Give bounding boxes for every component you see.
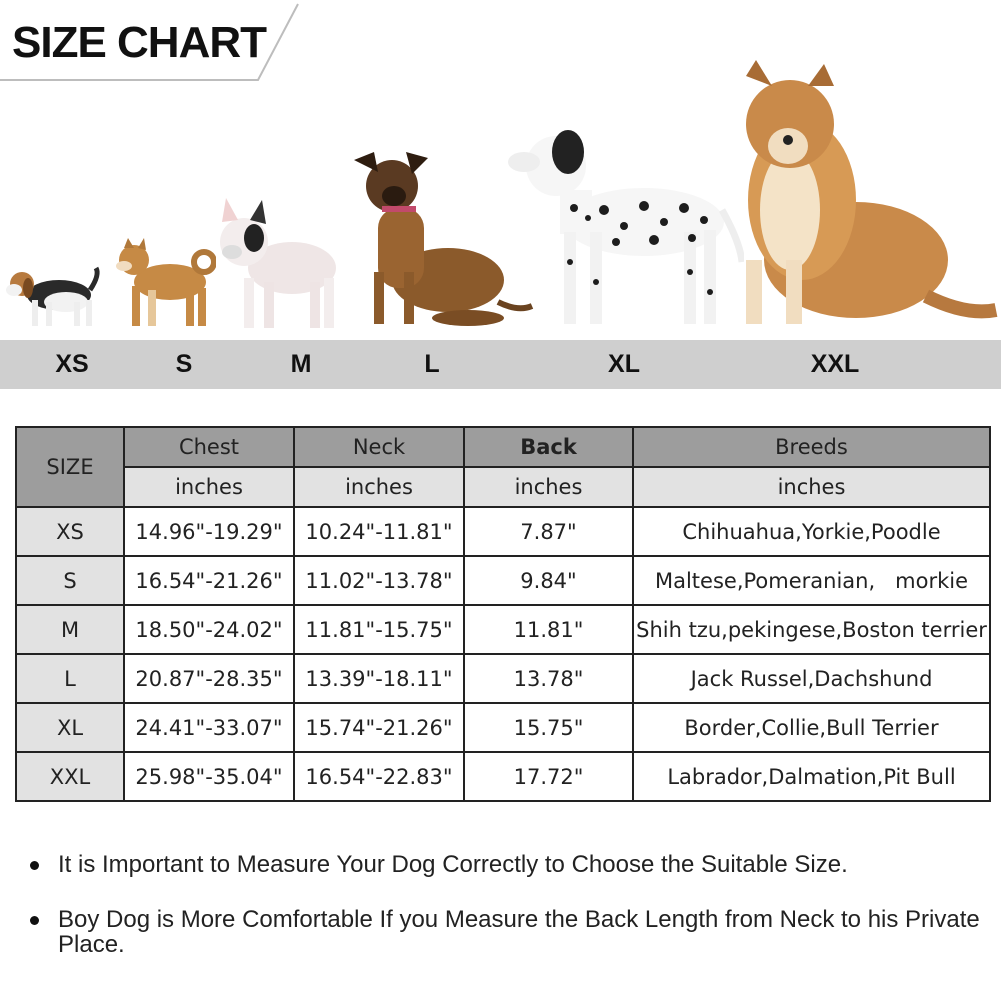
neck-cell: 10.24"-11.81" [294,507,464,556]
shiba-puppy-photo [108,238,216,332]
dalmatian-photo [504,122,744,332]
chest-cell: 18.50"-24.02" [124,605,294,654]
chest-cell: 25.98"-35.04" [124,752,294,801]
note-item [30,907,980,957]
back-cell: 7.87" [464,507,633,556]
table-row [16,556,990,605]
size-label-xxl: XXL [810,350,860,378]
neck-cell: 16.54"-22.83" [294,752,464,801]
chest-cell: 24.41"-33.07" [124,703,294,752]
table-row [16,654,990,703]
back-cell: 11.81" [464,605,633,654]
beagle-puppy-photo [4,260,104,332]
back-cell: 15.75" [464,703,633,752]
size-cell: XS [16,507,124,556]
chest-cell: 16.54"-21.26" [124,556,294,605]
size-cell: XXL [16,752,124,801]
size-label-xs: XS [55,350,89,378]
table-row [16,703,990,752]
size-cell: S [16,556,124,605]
chest-unit: inches [124,467,294,507]
page-title: SIZE CHART [12,18,266,67]
breeds-cell: Border,Collie,Bull Terrier [633,703,990,752]
back-column-header: Back [464,427,633,467]
sheltie-photo [726,60,998,332]
neck-cell: 13.39"-18.11" [294,654,464,703]
size-cell: M [16,605,124,654]
table-header-row [16,427,990,467]
breeds-cell: Shih tzu,pekingese,Boston terrier [633,605,990,654]
size-label-s: S [175,350,193,378]
back-cell: 9.84" [464,556,633,605]
breeds-cell: Labrador,Dalmation,Pit Bull [633,752,990,801]
table-row [16,605,990,654]
size-label-xl: XL [608,350,640,378]
neck-cell: 15.74"-21.26" [294,703,464,752]
dog-lineup [0,60,1001,335]
bullet-icon [30,861,39,870]
neck-cell: 11.81"-15.75" [294,605,464,654]
size-cell: L [16,654,124,703]
size-cell: XL [16,703,124,752]
breeds-cell: Chihuahua,Yorkie,Poodle [633,507,990,556]
chest-column-header: Chest [124,427,294,467]
neck-column-header: Neck [294,427,464,467]
breeds-cell: Jack Russel,Dachshund [633,654,990,703]
note-item [30,852,980,877]
back-cell: 17.72" [464,752,633,801]
french-bulldog-photo [214,198,342,332]
size-label-l: L [424,350,440,378]
table-unit-row [16,467,990,507]
table-row [16,507,990,556]
size-label-m: M [290,350,312,378]
table-row [16,752,990,801]
neck-cell: 11.02"-13.78" [294,556,464,605]
breeds-cell: Maltese,Pomeranian, morkie [633,556,990,605]
note-text: It is Important to Measure Your Dog Correctly to Choose the Suitable Size. [58,851,848,878]
size-column-header: SIZE [16,427,124,507]
chest-cell: 14.96"-19.29" [124,507,294,556]
notes-list [30,852,980,987]
size-band [0,340,1001,389]
chest-cell: 20.87"-28.35" [124,654,294,703]
bullet-icon [30,916,39,925]
note-text: Boy Dog is More Comfortable If you Measure the Back Length from Neck to his Private Place. [58,906,980,958]
breeds-column-header: Breeds [633,427,990,467]
breeds-unit: inches [633,467,990,507]
size-table [15,426,991,802]
back-cell: 13.78" [464,654,633,703]
neck-unit: inches [294,467,464,507]
back-unit: inches [464,467,633,507]
